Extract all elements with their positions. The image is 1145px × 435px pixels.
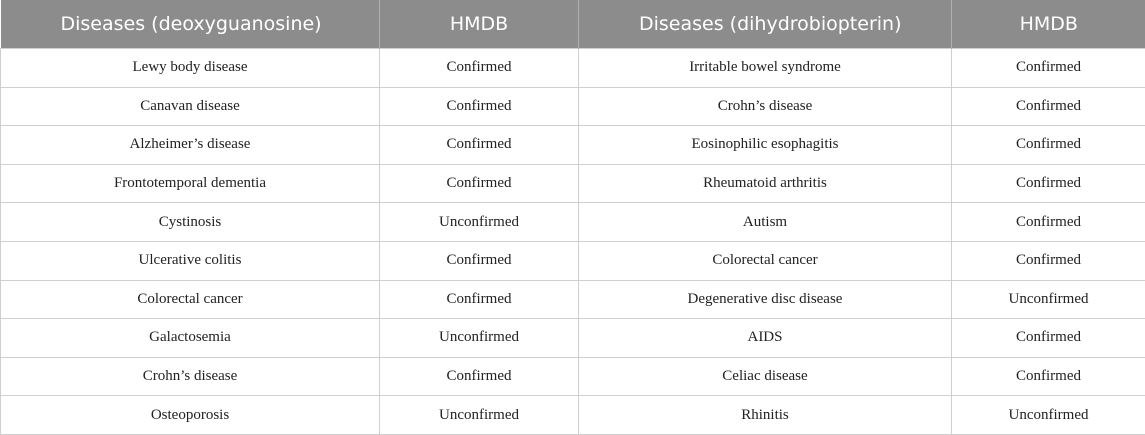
header-diseases-dihydrobiopterin: Diseases (dihydrobiopterin) [579, 0, 952, 49]
table-cell: Rheumatoid arthritis [579, 164, 952, 203]
table-cell: Rhinitis [579, 396, 952, 435]
table-cell: Confirmed [380, 87, 579, 126]
table-cell: Ulcerative colitis [1, 241, 380, 280]
header-row [1, 0, 1145, 49]
table-cell: Confirmed [380, 241, 579, 280]
table-cell: Colorectal cancer [1, 280, 380, 319]
table-cell: Confirmed [952, 87, 1145, 126]
table-cell: Confirmed [380, 164, 579, 203]
table-cell: Degenerative disc disease [579, 280, 952, 319]
table-cell: Confirmed [952, 357, 1145, 396]
table-cell: Unconfirmed [952, 396, 1145, 435]
table-row [1, 49, 1145, 88]
table-cell: Alzheimer’s disease [1, 126, 380, 165]
table-cell: Unconfirmed [952, 280, 1145, 319]
table-cell: AIDS [579, 319, 952, 358]
table-cell: Unconfirmed [380, 396, 579, 435]
table-row [1, 164, 1145, 203]
table-cell: Unconfirmed [380, 203, 579, 242]
table-cell: Confirmed [952, 319, 1145, 358]
table-cell: Confirmed [952, 203, 1145, 242]
table-cell: Confirmed [380, 49, 579, 88]
table-cell: Autism [579, 203, 952, 242]
table-row [1, 203, 1145, 242]
table-cell: Confirmed [952, 126, 1145, 165]
table-cell: Eosinophilic esophagitis [579, 126, 952, 165]
table-cell: Crohn’s disease [1, 357, 380, 396]
table-cell: Unconfirmed [380, 319, 579, 358]
table-cell: Colorectal cancer [579, 241, 952, 280]
table-row [1, 396, 1145, 435]
table-cell: Confirmed [952, 164, 1145, 203]
table-row [1, 87, 1145, 126]
table-cell: Osteoporosis [1, 396, 380, 435]
table-cell: Frontotemporal dementia [1, 164, 380, 203]
table-cell: Confirmed [380, 280, 579, 319]
table-row [1, 319, 1145, 358]
table-cell: Confirmed [380, 357, 579, 396]
table-cell: Confirmed [952, 241, 1145, 280]
table-row [1, 280, 1145, 319]
table-cell: Cystinosis [1, 203, 380, 242]
table-cell: Galactosemia [1, 319, 380, 358]
table-row [1, 241, 1145, 280]
table-cell: Confirmed [380, 126, 579, 165]
header-diseases-deoxyguanosine: Diseases (deoxyguanosine) [1, 0, 380, 49]
table-row [1, 357, 1145, 396]
table-cell: Canavan disease [1, 87, 380, 126]
header-hmdb-2: HMDB [952, 0, 1145, 49]
table-cell: Confirmed [952, 49, 1145, 88]
table-header [1, 0, 1145, 49]
table-cell: Irritable bowel syndrome [579, 49, 952, 88]
table-row [1, 126, 1145, 165]
table-body [1, 49, 1145, 435]
header-hmdb-1: HMDB [380, 0, 579, 49]
table-cell: Crohn’s disease [579, 87, 952, 126]
table-cell: Lewy body disease [1, 49, 380, 88]
table-cell: Celiac disease [579, 357, 952, 396]
